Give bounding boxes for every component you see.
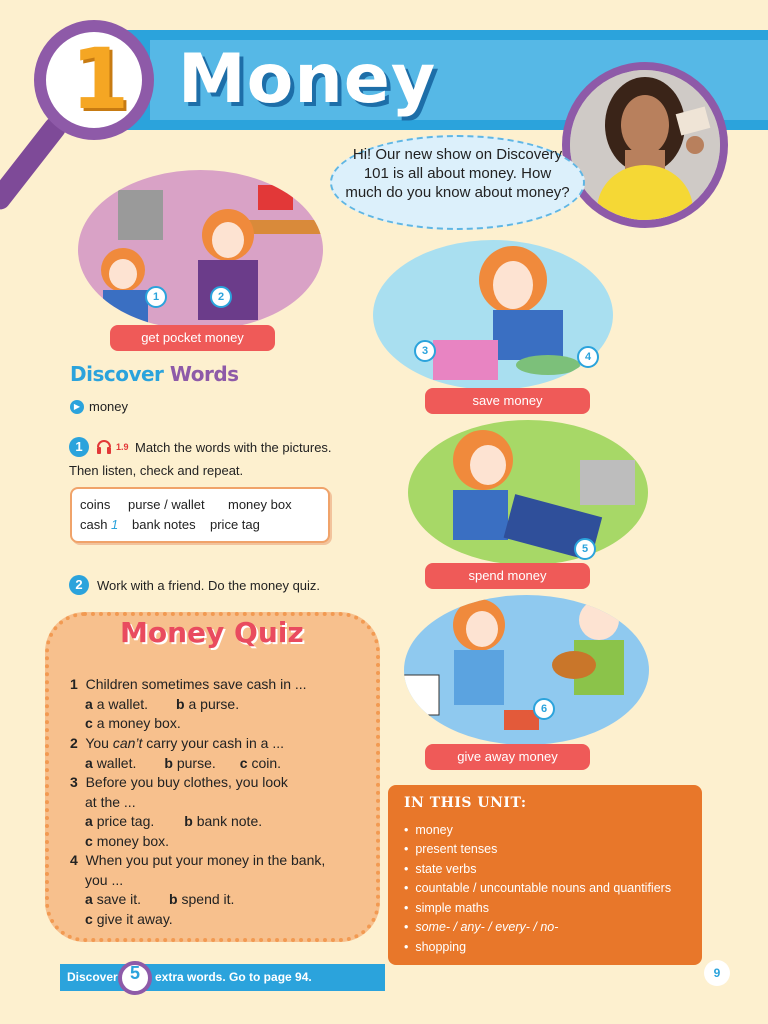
page-number: 9 — [704, 960, 730, 986]
discover-words-title-b: Words — [169, 362, 239, 386]
discover-words-title-a: Discover — [70, 362, 164, 386]
label-spend-money: spend money — [425, 563, 590, 589]
exercise-1-number: 1 — [69, 437, 89, 457]
quiz-q2: 2 You can’t carry your cash in a ... a wallet. b purse. c coin. — [70, 735, 285, 771]
word-bank-notes: bank notes — [132, 517, 196, 532]
word-box — [70, 487, 330, 543]
picture-number-2: 2 — [210, 286, 232, 308]
word-money-box: money box — [228, 497, 292, 512]
quiz-q3: 3 Before you buy clothes, you look at the ... a price tag. b bank note. c money box. — [70, 773, 370, 851]
word-cash: cash — [80, 517, 108, 532]
word-purse-wallet: purse / wallet — [128, 497, 205, 512]
scene-get-pocket-money — [78, 170, 323, 330]
discover-words-heading — [70, 362, 239, 386]
quiz-q1-num: 1 — [70, 676, 78, 692]
quiz-q1-option-a[interactable]: a wallet. — [96, 695, 149, 712]
quiz-q1: 1 Children sometimes save cash in ... a a wallet. b a purse. c a money box. — [70, 676, 307, 732]
word-coins: coins — [80, 497, 111, 512]
scene-save-money — [373, 240, 613, 390]
quiz-q3-option-b[interactable]: bank note. — [196, 813, 263, 830]
unit-item: • some- / any- / every- / no- — [404, 920, 559, 934]
unit-item: • countable / uncountable nouns and quantifiers — [404, 881, 672, 895]
quiz-q4: 4 When you put your money in the bank, you ... a save it. b spend it. c give it away. — [70, 851, 375, 929]
scene-spend-money — [408, 420, 648, 565]
footer-prefix: Discover — [67, 970, 118, 984]
scene-give-away-money — [404, 595, 649, 745]
exercise-2-instruction: Work with a friend. Do the money quiz. — [97, 578, 321, 593]
picture-number-5: 5 — [574, 538, 596, 560]
word-cash-answer: 1 — [111, 517, 119, 532]
quiz-q3-option-c[interactable]: money box. — [96, 832, 170, 849]
quiz-q4-option-b[interactable]: spend it. — [181, 891, 235, 908]
unit-item: • present tenses — [404, 842, 498, 856]
speech-bubble-text: Hi! Our new show on Discovery 101 is all about money. How much do you know about money? — [345, 146, 570, 201]
picture-number-6: 6 — [533, 698, 555, 720]
quiz-q3-text: Before you buy clothes, you look — [85, 774, 288, 790]
quiz-q4-option-c[interactable]: give it away. — [96, 910, 173, 927]
presenter-photo — [570, 70, 720, 220]
picture-number-4: 4 — [577, 346, 599, 368]
quiz-q2-num: 2 — [70, 735, 78, 751]
quiz-q2-text-em: can’t — [112, 735, 143, 751]
quiz-q4-num: 4 — [70, 852, 78, 868]
play-icon[interactable]: ▶ — [70, 400, 84, 414]
quiz-q2-text-b: carry your cash in a ... — [142, 735, 285, 751]
label-give-away-money: give away money — [425, 744, 590, 770]
quiz-q1-text: Children sometimes save cash in ... — [85, 676, 307, 692]
unit-item: • simple maths — [404, 901, 489, 915]
quiz-q1-option-b[interactable]: a purse. — [188, 695, 240, 712]
label-save-money: save money — [425, 388, 590, 414]
exercise-1-instruction-2: Then listen, check and repeat. — [69, 463, 244, 478]
discover-words-topic: money — [89, 399, 129, 414]
picture-number-1: 1 — [145, 286, 167, 308]
picture-number-3: 3 — [414, 340, 436, 362]
unit-item: • state verbs — [404, 862, 477, 876]
in-this-unit-heading: IN THIS UNIT: — [404, 795, 527, 811]
quiz-q3-num: 3 — [70, 774, 78, 790]
quiz-q2-option-c[interactable]: coin. — [251, 754, 282, 771]
footer-count: 5 — [129, 963, 140, 983]
unit-item: • shopping — [404, 940, 467, 954]
money-quiz-title: Money Quiz — [120, 616, 304, 649]
quiz-q3-option-a[interactable]: price tag. — [96, 813, 155, 830]
unit-title: Money — [178, 40, 437, 119]
quiz-q2-option-a[interactable]: wallet. — [96, 754, 137, 771]
quiz-q4-text: When you put your money in the bank, — [85, 852, 326, 868]
quiz-q1-option-c[interactable]: a money box. — [96, 715, 181, 732]
quiz-q3-text-2: at the ... — [85, 793, 136, 810]
quiz-q4-option-a[interactable]: save it. — [96, 891, 142, 908]
track-number: 1.9 — [116, 442, 129, 452]
quiz-q4-text-2: you ... — [85, 871, 124, 888]
label-get-pocket-money: get pocket money — [110, 325, 275, 351]
quiz-q2-text-a: You — [85, 735, 113, 751]
exercise-1-instruction: Match the words with the pictures. — [135, 440, 332, 455]
footer-suffix: extra words. Go to page 94. — [155, 970, 312, 984]
exercise-2-number: 2 — [69, 575, 89, 595]
unit-number: 1 — [70, 30, 130, 128]
unit-item: • money — [404, 823, 453, 837]
word-price-tag: price tag — [210, 517, 260, 532]
quiz-q2-option-b[interactable]: purse. — [176, 754, 216, 771]
headphones-icon[interactable] — [96, 437, 112, 455]
